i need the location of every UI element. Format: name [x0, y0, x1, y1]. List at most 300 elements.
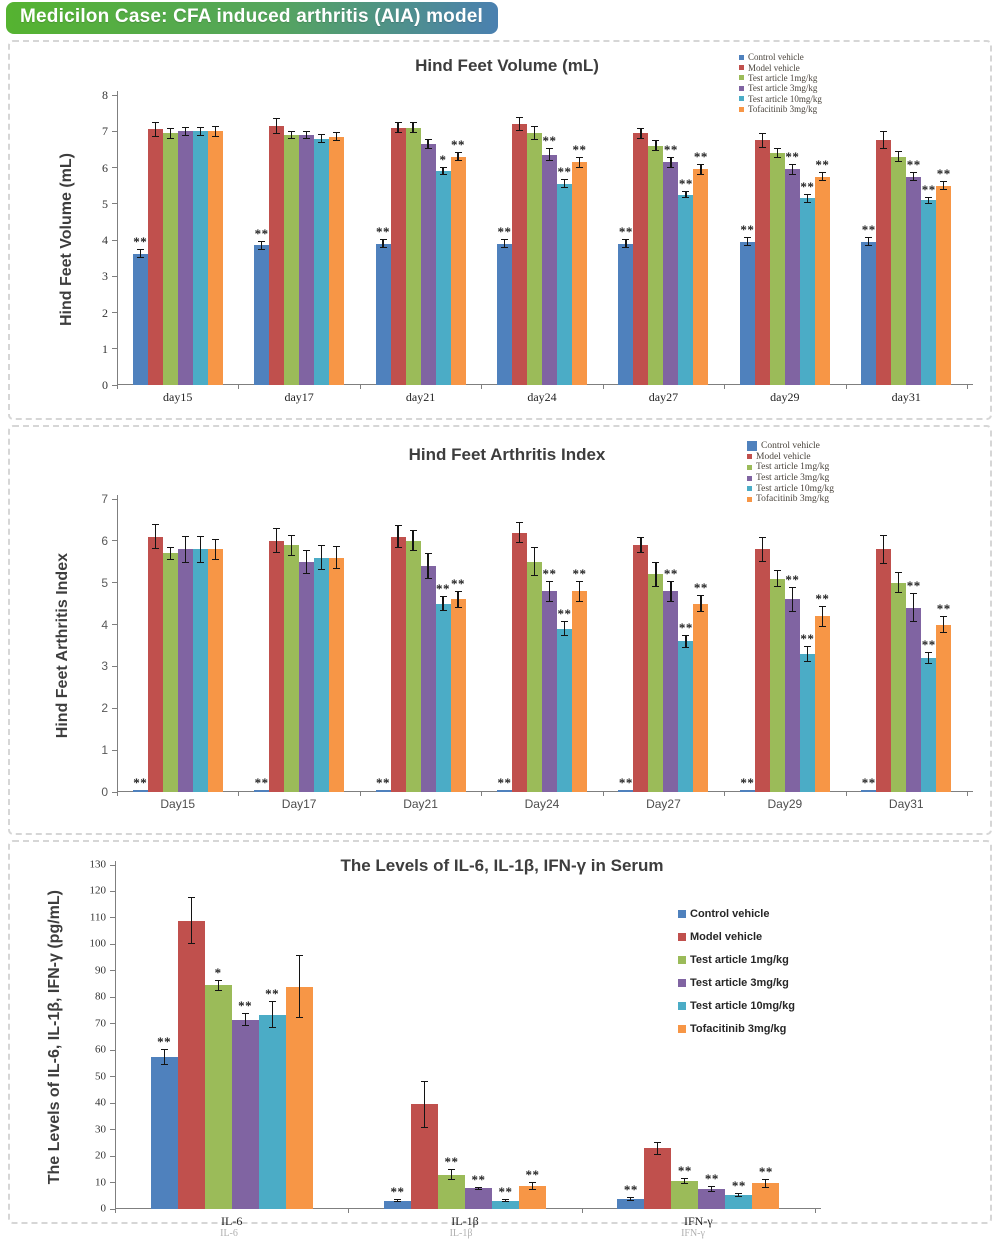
x-tick	[846, 385, 847, 389]
error-bar	[161, 1049, 168, 1065]
significance-marker: **	[265, 986, 280, 1002]
bar	[572, 565, 587, 792]
legend-swatch	[678, 979, 686, 987]
x-axis-label: day31	[891, 390, 921, 404]
bar	[740, 774, 755, 792]
bar	[269, 126, 284, 385]
significance-marker: **	[800, 178, 815, 194]
bar	[770, 153, 785, 385]
legend-swatch	[747, 486, 752, 491]
significance-marker: **	[921, 636, 936, 652]
bar	[406, 128, 421, 385]
bar	[663, 141, 678, 385]
significance-marker: **	[572, 565, 587, 581]
legend-item	[739, 83, 822, 93]
significance-marker: **	[740, 774, 755, 790]
y-tick-label: 3	[101, 659, 108, 674]
significance-marker: **	[451, 137, 466, 153]
x-tick	[238, 385, 239, 389]
error-bar	[529, 1182, 536, 1190]
error-bar	[744, 237, 751, 246]
bar-group	[481, 95, 602, 404]
x-axis-label: Day29	[767, 797, 803, 811]
significance-marker: **	[693, 580, 708, 596]
bar-group	[360, 499, 481, 811]
header-title: Medicilon Case: CFA induced arthritis (AIA) model	[20, 6, 484, 27]
error-bar	[440, 167, 447, 176]
x-axis-label: day17	[284, 390, 314, 404]
significance-marker: **	[785, 571, 800, 587]
bar	[557, 164, 572, 385]
legend-swatch	[678, 956, 686, 964]
bar	[755, 549, 770, 792]
error-bar	[697, 164, 704, 175]
significance-marker: **	[436, 581, 451, 597]
significance-marker: **	[677, 1162, 692, 1178]
bar	[527, 562, 542, 792]
significance-marker: **	[678, 176, 693, 192]
x-tick	[967, 385, 968, 389]
bar	[193, 549, 208, 792]
x-axis-label: Day17	[281, 797, 317, 811]
error-bar	[167, 128, 174, 139]
y-tick-label: 5	[102, 196, 108, 211]
y-tick-label: 1	[102, 341, 108, 356]
error-bar	[273, 118, 280, 134]
bar	[633, 545, 648, 792]
x-tick	[967, 792, 968, 796]
error-bar	[288, 535, 295, 556]
bar	[678, 176, 693, 385]
error-bar	[880, 131, 887, 149]
plot-area	[101, 492, 967, 811]
bar-group	[846, 95, 967, 404]
significance-marker: **	[451, 576, 466, 592]
y-tick-label: 70	[95, 1017, 106, 1030]
significance-marker: **	[498, 1183, 513, 1199]
x-axis-label: IL-6	[220, 1214, 243, 1228]
legend-label: Tofacitinib 3mg/kg	[690, 1022, 787, 1035]
y-axis-title-text: Hind Feet Volume (mL)	[58, 153, 75, 327]
error-bar	[269, 1001, 276, 1027]
x-tick	[348, 1209, 349, 1213]
x-tick	[603, 385, 604, 389]
bar-cluster	[384, 1104, 546, 1209]
chart-serum-levels	[10, 842, 990, 1228]
significance-marker: **	[663, 565, 678, 581]
error-bar	[273, 528, 280, 553]
significance-marker: **	[623, 1181, 638, 1197]
significance-marker: **	[693, 148, 708, 164]
bar	[178, 921, 205, 1209]
significance-marker: **	[390, 1183, 405, 1199]
bar	[785, 148, 800, 385]
error-bar	[242, 1013, 249, 1026]
significance-marker: **	[861, 774, 876, 790]
x-tick	[481, 792, 482, 796]
bar	[376, 774, 391, 792]
error-bar	[137, 249, 144, 258]
bar	[208, 549, 223, 792]
cutoff-label: IL-1β	[449, 1228, 473, 1239]
error-bar	[576, 581, 583, 602]
legend-swatch	[747, 476, 752, 481]
significance-marker: **	[758, 1164, 773, 1180]
error-bar	[546, 148, 553, 161]
y-axis-title-text: Hind Feet Arthritis Index	[54, 552, 71, 739]
x-tick	[724, 385, 725, 389]
x-tick	[117, 385, 118, 389]
x-axis-label: Day21	[403, 797, 438, 811]
legend	[678, 902, 795, 1040]
error-bar	[865, 237, 872, 246]
legend-label: Tofacitinib 3mg/kg	[756, 494, 829, 505]
legend-item	[739, 52, 822, 62]
y-tick-label: 0	[100, 1202, 106, 1215]
bar	[163, 553, 178, 792]
error-bar	[652, 140, 659, 151]
bar	[329, 137, 344, 385]
bar-group	[117, 499, 238, 811]
significance-marker: *	[214, 965, 222, 981]
error-bar	[448, 1169, 455, 1180]
cutoff-label: IL-6	[220, 1228, 238, 1239]
significance-marker: **	[497, 774, 512, 790]
bar	[254, 774, 269, 792]
y-tick-label: 40	[95, 1096, 106, 1109]
x-axis-label: day29	[770, 390, 800, 404]
error-bar	[759, 133, 766, 148]
bar	[465, 1171, 492, 1209]
legend-item	[678, 948, 795, 971]
bar	[906, 157, 921, 385]
bar	[254, 226, 269, 385]
chart-panel-hind-feet-volume	[8, 40, 992, 420]
y-tick-label: 8	[102, 88, 108, 102]
error-bar	[774, 570, 781, 587]
legend-label: Test article 10mg/kg	[756, 483, 834, 494]
significance-marker: **	[376, 774, 391, 790]
bar	[693, 148, 708, 385]
x-tick	[238, 792, 239, 796]
error-bar	[682, 635, 689, 648]
error-bar	[167, 547, 174, 560]
chart-hind-feet-volume	[10, 42, 990, 418]
y-tick-label: 50	[95, 1070, 106, 1083]
error-bar	[910, 593, 917, 622]
significance-marker: **	[557, 164, 572, 180]
bar	[861, 774, 876, 792]
legend-item	[678, 902, 795, 925]
y-tick-label: 60	[95, 1043, 106, 1056]
error-bar	[516, 522, 523, 543]
error-bar	[516, 117, 523, 132]
bar-group	[846, 499, 967, 811]
legend-swatch	[739, 96, 744, 101]
bar	[648, 574, 663, 792]
bar	[376, 224, 391, 385]
bar	[770, 579, 785, 792]
bar	[208, 131, 223, 385]
bar	[785, 571, 800, 792]
legend-swatch	[739, 55, 744, 60]
legend-swatch	[678, 910, 686, 918]
bar	[876, 140, 891, 385]
bar	[815, 590, 830, 792]
x-axis-label: day24	[527, 390, 557, 404]
legend-item	[739, 104, 822, 114]
error-bar	[762, 1179, 769, 1187]
bar	[572, 141, 587, 385]
error-bar	[652, 562, 659, 587]
bar	[314, 558, 329, 792]
bar-cluster	[740, 140, 830, 385]
y-tick-label: 2	[101, 701, 108, 716]
x-tick	[481, 385, 482, 389]
bar	[205, 965, 232, 1209]
y-axis-title-text: The Levels of IL-6, IL-1β, IFN-γ (pg/mL)	[46, 889, 63, 1185]
chart-title: Hind Feet Volume (mL)	[415, 56, 599, 75]
legend	[747, 441, 834, 505]
y-tick-label: 6	[102, 160, 108, 175]
bar	[648, 146, 663, 385]
bar	[644, 1148, 671, 1209]
x-axis-label: day21	[405, 390, 436, 404]
y-axis-title	[44, 865, 66, 1209]
bar-group	[115, 865, 348, 1228]
legend-label: Test article 1mg/kg	[690, 953, 789, 966]
error-bar	[395, 122, 402, 133]
error-bar	[925, 652, 932, 665]
bar-cluster	[497, 533, 587, 793]
error-bar	[303, 131, 310, 140]
y-tick-label: 90	[95, 964, 106, 977]
x-axis-label: Day15	[160, 797, 196, 811]
error-bar	[627, 1197, 634, 1202]
legend-label: Test article 1mg/kg	[748, 72, 818, 83]
bar	[618, 774, 633, 792]
bar	[891, 583, 906, 792]
x-axis-label: day27	[648, 390, 679, 404]
cutoff-label: IFN-γ	[681, 1228, 705, 1239]
bar	[391, 537, 406, 792]
error-bar	[910, 172, 917, 181]
legend-swatch	[739, 86, 744, 91]
bar-group	[603, 499, 724, 811]
error-bar	[622, 239, 629, 248]
error-bar	[296, 955, 303, 1019]
bar-cluster	[376, 537, 466, 792]
error-bar	[940, 616, 947, 633]
legend-swatch	[739, 107, 744, 112]
error-bar	[925, 197, 932, 204]
x-tick	[846, 792, 847, 796]
legend-label: Test article 3mg/kg	[690, 976, 789, 989]
bar-cluster	[133, 537, 223, 792]
bar-cluster	[254, 541, 344, 792]
chart-panel-arthritis-index	[8, 425, 992, 835]
significance-marker: **	[704, 1170, 719, 1186]
y-tick-label: 20	[95, 1149, 106, 1162]
significance-marker: **	[133, 774, 148, 790]
error-bar	[475, 1187, 482, 1190]
legend-swatch	[678, 1025, 686, 1033]
bar-cluster	[376, 128, 466, 385]
significance-marker: **	[444, 1154, 459, 1170]
significance-marker: *	[439, 151, 447, 167]
bar	[421, 566, 436, 792]
legend-item	[739, 94, 822, 104]
significance-marker: **	[815, 590, 830, 606]
bar-cluster	[497, 124, 587, 385]
legend-label: Control vehicle	[690, 907, 770, 920]
significance-marker: **	[254, 774, 269, 790]
bar	[259, 986, 286, 1209]
bar	[163, 133, 178, 385]
error-bar	[819, 172, 826, 181]
error-bar	[531, 547, 538, 576]
bar-group	[481, 499, 602, 811]
legend-label: Tofacitinib 3mg/kg	[748, 104, 818, 115]
error-bar	[531, 126, 538, 141]
legend-item	[739, 73, 822, 83]
legend-item	[747, 441, 834, 452]
legend-item	[678, 971, 795, 994]
error-bar	[380, 239, 387, 248]
x-tick	[117, 792, 118, 796]
bar-group	[238, 499, 359, 811]
legend-label: Test article 3mg/kg	[756, 473, 830, 484]
bar	[725, 1178, 752, 1209]
bar-group	[603, 95, 724, 404]
bar	[906, 578, 921, 792]
bar	[936, 601, 951, 792]
significance-marker: **	[618, 774, 633, 790]
legend-item	[747, 452, 834, 463]
y-tick-label: 5	[101, 575, 108, 590]
y-tick-label: 3	[102, 269, 108, 284]
bar	[232, 998, 259, 1209]
bar	[876, 549, 891, 792]
error-bar	[654, 1142, 661, 1155]
x-tick	[724, 792, 725, 796]
x-axis-label: IFN-γ	[683, 1214, 713, 1228]
error-bar	[318, 545, 325, 570]
y-tick-label: 7	[101, 492, 108, 506]
significance-marker: **	[471, 1171, 486, 1187]
bar-cluster	[861, 140, 951, 385]
error-bar	[667, 157, 674, 168]
legend	[739, 52, 822, 114]
bar-cluster	[133, 129, 223, 385]
legend-label: Test article 1mg/kg	[756, 462, 830, 473]
bar	[178, 131, 193, 385]
error-bar	[212, 126, 219, 137]
x-axis-label: Day31	[888, 797, 924, 811]
legend-swatch	[747, 454, 752, 459]
significance-marker: **	[785, 148, 800, 164]
error-bar	[318, 134, 325, 143]
significance-marker: **	[525, 1166, 540, 1182]
legend-swatch	[747, 441, 757, 451]
error-bar	[546, 581, 553, 602]
y-axis-title	[56, 95, 78, 385]
legend-swatch	[747, 465, 752, 470]
bar	[284, 545, 299, 792]
bar	[740, 222, 755, 385]
bar	[299, 135, 314, 385]
bar-group	[117, 95, 238, 404]
error-bar	[697, 595, 704, 612]
significance-marker: **	[618, 224, 633, 240]
bar	[436, 581, 451, 792]
error-bar	[637, 537, 644, 554]
significance-marker: **	[815, 157, 830, 173]
bar-group	[348, 865, 581, 1228]
legend-label: Control vehicle	[761, 441, 820, 452]
bar	[406, 541, 421, 792]
bar-cluster	[618, 133, 708, 385]
bar	[618, 224, 633, 385]
error-bar	[395, 525, 402, 548]
error-bar	[425, 139, 432, 150]
bar	[492, 1183, 519, 1209]
significance-marker: **	[572, 141, 587, 157]
bar	[497, 224, 512, 385]
y-tick-label: 0	[102, 378, 108, 392]
error-bar	[735, 1193, 742, 1197]
bar	[542, 565, 557, 792]
x-axis-label: Day24	[524, 797, 560, 811]
header-badge	[6, 2, 498, 34]
bar	[542, 133, 557, 385]
significance-marker: **	[254, 226, 269, 242]
significance-marker: **	[800, 630, 815, 646]
legend-item	[747, 462, 834, 473]
bar	[671, 1162, 698, 1209]
error-bar	[182, 127, 189, 136]
bar	[411, 1104, 438, 1209]
legend-swatch	[739, 65, 744, 70]
legend-label: Control vehicle	[748, 52, 804, 63]
bar	[451, 137, 466, 385]
significance-marker: **	[861, 222, 876, 238]
legend-item	[678, 994, 795, 1017]
bar-cluster	[618, 545, 708, 792]
error-bar	[789, 587, 796, 612]
x-axis-label: day15	[163, 390, 193, 404]
error-bar	[501, 239, 508, 248]
error-bar	[303, 550, 310, 573]
error-bar	[667, 581, 674, 602]
error-bar	[152, 524, 159, 549]
bar	[800, 630, 815, 792]
y-axis-title	[52, 499, 74, 792]
bar	[752, 1164, 779, 1209]
significance-marker: **	[921, 181, 936, 197]
error-bar	[152, 122, 159, 137]
bar	[698, 1170, 725, 1209]
chart-title: Hind Feet Arthritis Index	[408, 445, 606, 464]
legend-item	[678, 925, 795, 948]
significance-marker: **	[906, 578, 921, 594]
legend-swatch	[739, 75, 744, 80]
x-axis-label: Day27	[646, 797, 681, 811]
y-tick-label: 100	[89, 937, 106, 950]
error-bar	[561, 179, 568, 188]
chart-arthritis-index	[10, 427, 990, 833]
bar	[299, 562, 314, 792]
